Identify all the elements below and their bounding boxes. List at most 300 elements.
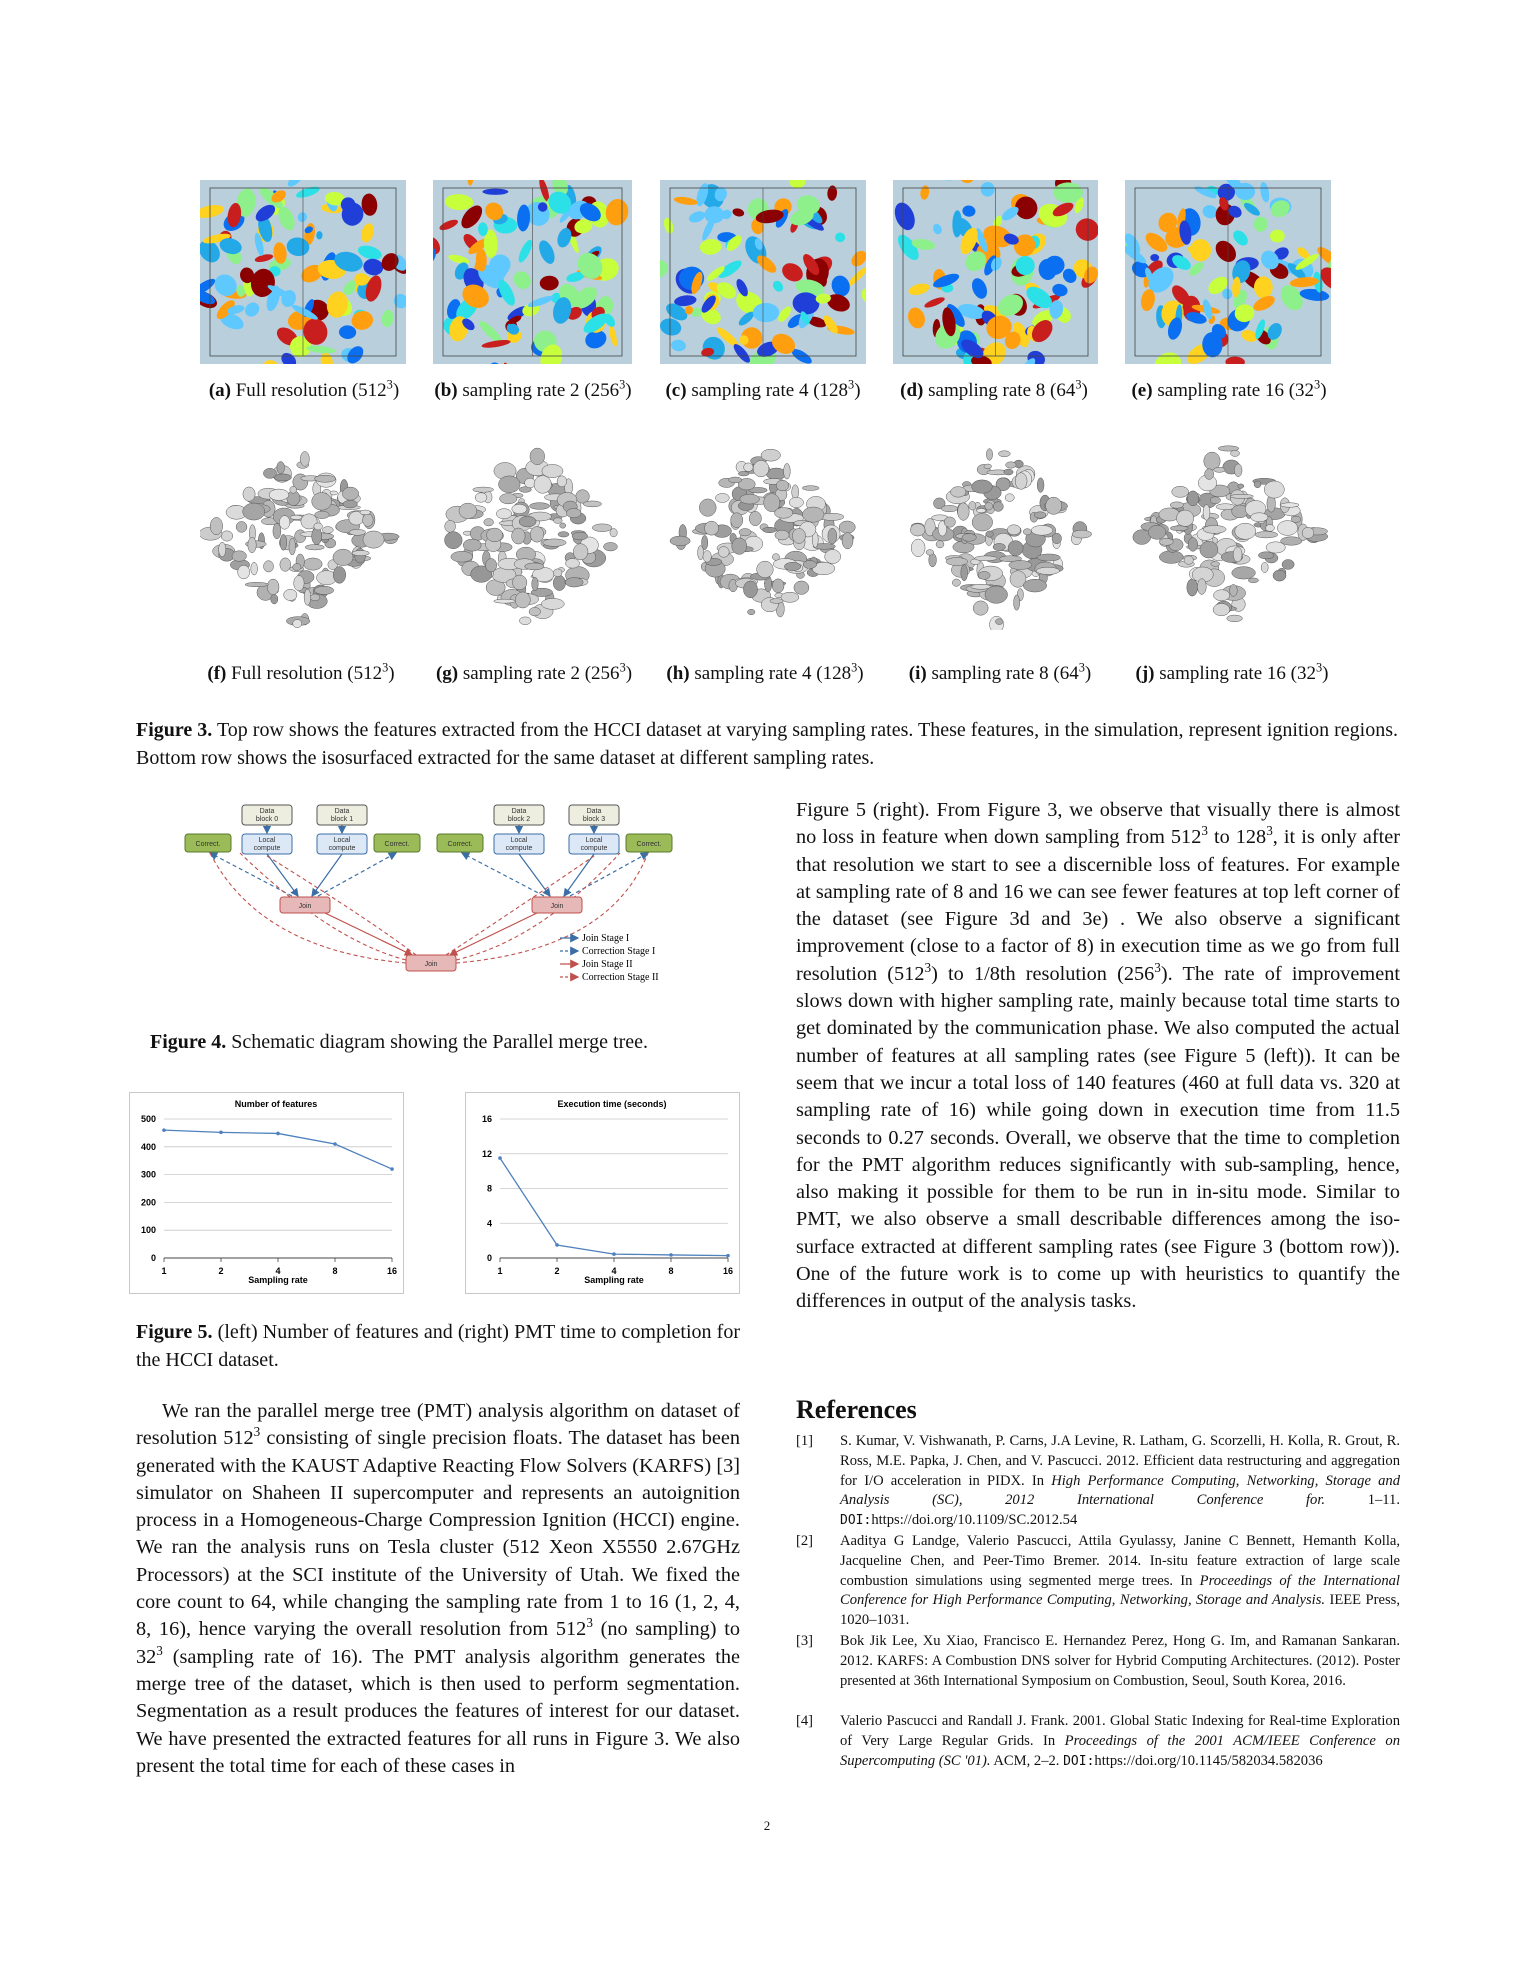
isosurface-blob: [1258, 552, 1274, 559]
data-point: [162, 1128, 166, 1132]
isosurface-blob: [839, 521, 855, 534]
data-point: [498, 1156, 502, 1160]
isosurface-blob: [530, 527, 544, 543]
isosurface-blob: [363, 514, 374, 527]
feature-panel-b: [433, 180, 632, 364]
isosurface-blob: [1255, 531, 1278, 537]
local-compute-0-label: Local: [258, 837, 276, 844]
isosurface-blob: [781, 592, 799, 602]
y-tick-label: 300: [140, 1169, 156, 1180]
isosurface-blob: [772, 579, 784, 593]
edge-join2-r: [450, 913, 537, 955]
isosurface-blob: [789, 497, 803, 507]
isosurface-blob: [267, 579, 279, 595]
isosurface-blob: [731, 513, 743, 528]
x-tick-label: 2: [218, 1266, 224, 1276]
chart-execution-time-svg: [466, 1093, 739, 1293]
data-block-2-label: block 2: [507, 816, 531, 823]
chart-title: Execution time (seconds): [557, 1099, 667, 1109]
isosurface-blob: [757, 561, 774, 578]
isosurface-blob: [236, 521, 247, 532]
isosurface-blob: [310, 594, 320, 601]
isosurface-blob: [1211, 562, 1220, 567]
reference-4-number: [4]: [796, 1713, 814, 1729]
isosurface-blob: [451, 551, 473, 562]
y-tick-label: 0: [150, 1253, 156, 1263]
y-tick-label: 8: [486, 1183, 492, 1194]
isosurface-blob: [776, 480, 788, 491]
isosurface-blob: [1230, 584, 1238, 596]
data-block-0-label: Data: [259, 808, 275, 815]
isosurface-blob: [532, 577, 538, 591]
isosurface-blob: [985, 502, 993, 510]
edge-corr-r0: [462, 853, 544, 896]
isosurface-blob: [995, 619, 1003, 625]
isosurface-blob: [486, 558, 497, 571]
left-column-paragraph: We ran the parallel merge tree (PMT) analysis algorithm on dataset of resolution $512^3$ consisting of single precision floats. The dataset has been generated with the KAUST Adaptive Reacting Flow Solvers (KARFS) [3] simulator on Shaheen II supercomputer and represents an autoignition process in a Homogeneous-Charge Compression Ignition (HCCI) engine. We ran the analysis runs on Tesla cluster (512 Xeon X5550 2.67GHz Processors) at the SCI institute of the University of Utah. We fixed the core count to 64, while changing the sampling rate from 1 to 16 (1, 2, 4, 8, 16), hence varying the overall resolution from $512^3$ (no sampling) to $32^3$ (sampling rate of 16). The PMT analysis algorithm generates the merge tree of the dataset, which is then used to perform segmentation. Segmentation as a result produces the features of interest for our dataset. We have presented the extracted features for all runs in Figure 3. We also present the total time for each of these cases in: [136, 1400, 740, 1777]
isosurface-blob: [543, 539, 566, 546]
figure-3-caption: Figure 3. Top row shows the features extracted from the HCCI dataset at varying sampling rates. These features, in the simulation, represent ignition regions. Bottom row shows the isosurfaced extracted for the same dataset at different sampling rates.: [136, 719, 1398, 769]
isosurface-blob: [1234, 464, 1242, 477]
isosurface-blob: [243, 487, 255, 501]
isosurface-blob: [1197, 579, 1206, 595]
isosurface-blob: [610, 529, 617, 537]
isosurface-blob: [792, 528, 805, 543]
isosurface-blob: [794, 581, 809, 595]
legend-correction-stage-1: Correction Stage I: [582, 946, 656, 957]
isosurface-blob: [728, 477, 741, 483]
isosurface-blob: [753, 460, 769, 476]
isosurface-blob: [293, 619, 302, 627]
isosurface-blob: [772, 554, 779, 561]
isosurface-blob: [534, 476, 551, 494]
isosurface-blob: [499, 476, 521, 493]
subcaption-c: (c) sampling rate 4 $(128^3)$: [665, 377, 861, 401]
isosurface-blob: [1210, 497, 1220, 504]
isosurface-blob: [936, 541, 944, 548]
isosurface-blob: [1213, 603, 1230, 615]
isosurface-blob: [1203, 525, 1226, 533]
isosurface-blob: [1170, 526, 1188, 531]
data-point: [726, 1254, 730, 1258]
data-block-3: [569, 805, 619, 825]
legend-correction-stage-2: Correction Stage II: [582, 972, 659, 983]
isosurface-blob: [293, 563, 301, 570]
subcaption-i: (i) sampling rate 8 $(64^3)$: [908, 660, 1092, 684]
x-tick-label: 2: [554, 1266, 560, 1276]
isosurface-blob: [475, 493, 487, 503]
data-point: [390, 1167, 394, 1171]
isosurface-blob: [330, 491, 337, 495]
data-block-0-label: block 0: [255, 816, 279, 823]
x-tick-label: 1: [497, 1266, 503, 1276]
isosurface-blob: [961, 565, 968, 581]
isosurface-blob: [1170, 502, 1183, 508]
isosurface-blob: [592, 524, 612, 532]
reference-3-number: [3]: [796, 1633, 814, 1649]
isosurface-blob: [1159, 538, 1173, 545]
feature-panel-c: [660, 180, 866, 364]
isosurface-blob: [842, 533, 853, 549]
isosurface-blob: [525, 478, 536, 488]
x-tick-label: 4: [275, 1266, 281, 1276]
isosurface-blob: [975, 556, 997, 561]
isosurface-blob: [761, 449, 781, 461]
isosurface-blob: [512, 575, 526, 590]
local-compute-3-label: compute: [580, 845, 608, 852]
isosurface-blob: [512, 504, 527, 514]
isosurface-blob: [271, 594, 278, 604]
data-block-3-label: block 3: [582, 816, 606, 823]
isosurface-blob: [1291, 516, 1300, 523]
isosurface-blob: [1188, 538, 1197, 552]
isosurface-blob: [1264, 481, 1284, 498]
isosurface-blob: [802, 486, 819, 491]
reference-2: [2] Aaditya G Landge, Valerio Pascucci, Attila Gyulassy, Janine C Bennett, Hemanth Kolla, Jacqueline Chen, and Peer-Timo Bremer. 2014. In-situ feature extraction of large scale combustion simulations using segmented merge trees. In Proceedings of the International Conference for High Performance Computing, Networking, Storage and Analysis. IEEE Press, 1020–1031.: [796, 1533, 1400, 1629]
edge-corr-l0: [210, 853, 292, 896]
isosurface-blob: [1200, 541, 1218, 558]
isosurface-blob: [315, 511, 330, 519]
isosurface-blob: [279, 516, 290, 530]
figure-5-caption: Figure 5. (left) Number of features and (right) PMT time to completion for the HCCI dataset.: [136, 1321, 740, 1371]
isosurface-blob: [743, 581, 757, 598]
reference-3: [3] Bok Jik Lee, Xu Xiao, Francisco E. Hernandez Perez, Hong G. Im, and Ramanan Sankaran. 2012. KARFS: A Combustion DNS solver for Hybrid Computing Architectures. (2012). Poster presented at 36th International Symposium on Combustion, Seoul, South Korea, 2016.: [796, 1633, 1400, 1689]
isosurface-blob: [519, 617, 531, 625]
isosurface-blob: [300, 451, 309, 466]
isosurface-blob: [525, 563, 544, 570]
isosurface-blob: [245, 582, 268, 586]
isosurface-blob: [1031, 525, 1053, 535]
y-tick-label: 500: [140, 1114, 156, 1124]
isosurface-blob: [969, 501, 976, 510]
isosurface-blob: [322, 527, 333, 534]
isosurface-blob: [312, 493, 332, 511]
join-root-label: Join: [424, 961, 438, 968]
isosurface-blob: [512, 528, 526, 544]
isosurface-blob: [303, 558, 322, 570]
isosurface-blob: [496, 509, 511, 519]
isosurface-blob: [715, 493, 729, 502]
x-axis-label: Sampling rate: [248, 1275, 308, 1285]
feature-blob: [1053, 182, 1083, 202]
isosurface-blob: [1214, 467, 1225, 472]
isosurface-blob: [1227, 615, 1243, 622]
isosurface-blob: [583, 501, 601, 507]
isosurface-blob: [1254, 481, 1261, 488]
x-tick-label: 8: [668, 1266, 674, 1276]
isosurface-blob: [699, 499, 716, 516]
local-compute-2-label: compute: [505, 845, 533, 852]
isosurface-blob: [1230, 494, 1253, 498]
isosurface-blob: [1280, 503, 1299, 507]
isosurface-blob: [1004, 469, 1013, 475]
data-point: [219, 1131, 223, 1135]
isosurface-blob: [972, 480, 993, 493]
isosurface-blob: [910, 524, 925, 536]
isosurface-blob: [238, 565, 250, 579]
isosurface-blob: [566, 508, 581, 517]
isosurface-blob: [269, 489, 289, 500]
reference-2-number: [2]: [796, 1533, 814, 1549]
isosurface-blob: [280, 534, 287, 550]
isosurface-blob: [519, 516, 536, 527]
isosurface-blob: [541, 598, 564, 609]
isosurface-blob: [962, 534, 976, 542]
right-column-paragraph: Figure 5 (right). From Figure 3, we observe that visually there is almost no loss in feature when down sampling from $512^3$ to $128^3$, it is only after that resolution we start to see a discernible loss of features. For example at sampling rate of 8 and 16 we can see fewer features at top left corner of the dataset (see Figure 3d and 3e) . We also observe a significant improvement (close to a factor of 8) in execution time as we go from full resolution $(512^3)$ to 1/8th resolution $(256^3)$. The rate of improvement slows down with higher sampling rate, mainly because total time starts to get dominated by the communication phase. We also computed the actual number of features at all sampling rates (see Figure 5 (left)). It can be seem that we incur a total loss of 140 features (460 at full data vs. 320 at sampling rate of 16) while going down in execution time from 11.5 seconds to 0.27 seconds. Overall, we observe that the time to completion for the PMT algorithm reduces significantly with sub-sampling, hence, also making it possible for them to be run in in-situ mode. Similar to PMT, we also observe a small describable differences among the iso-surface extracted at different sampling rates (see Figure 3 (bottom row)). One of the future work is to come up with heuristics to quantify the differences in output of the analysis tasks.: [796, 799, 1400, 1313]
join-right-label: Join: [550, 903, 564, 910]
isosurface-blob: [1302, 527, 1314, 538]
isosurface-blob: [343, 500, 357, 508]
isosurface-blob: [952, 579, 960, 586]
correct-2-label: Correct.: [447, 841, 473, 848]
y-tick-label: 12: [481, 1148, 492, 1159]
isosurface-blob: [1248, 578, 1258, 583]
isosurface-blob: [565, 578, 583, 587]
isosurface-blob: [284, 589, 297, 600]
isosurface-blob: [360, 510, 371, 515]
data-block-2: [494, 805, 544, 825]
isosurface-blob: [739, 528, 751, 535]
isosurface-blob: [603, 542, 617, 551]
isosurface-blob: [763, 527, 777, 533]
isosurface-blob: [1006, 462, 1017, 468]
isosurface-blob: [703, 551, 711, 563]
isosurface-blob: [553, 575, 565, 590]
join-left-label: Join: [298, 903, 312, 910]
subcaption-a: (a) Full resolution $(512^3)$: [208, 377, 400, 401]
isosurface-blob: [553, 569, 562, 577]
isosurface-blob: [1009, 561, 1032, 570]
y-tick-label: 4: [486, 1218, 492, 1229]
isosurface-blob: [445, 532, 463, 549]
isosurface-blob: [557, 476, 567, 487]
isosurface-blob: [314, 523, 323, 530]
feature-panel-d: [893, 180, 1098, 364]
subcaption-e: (e) sampling rate 16 $(32^3)$: [1131, 377, 1327, 401]
isosurface-blob: [274, 474, 292, 481]
isosurface-blob: [986, 449, 992, 461]
isosurface-blob: [978, 571, 990, 579]
edge-join-r1: [564, 854, 594, 896]
isosurface-blob: [263, 468, 276, 478]
isosurface-blob: [1232, 567, 1256, 579]
isosurface-blob: [977, 508, 986, 512]
feature-panel-a: [200, 180, 406, 364]
isosurface-blob: [1261, 562, 1268, 572]
isosurface-blob: [1238, 484, 1244, 489]
isosurface-blob: [1203, 505, 1210, 521]
data-block-3-label: Data: [586, 808, 602, 815]
isosurface-blob: [554, 518, 563, 524]
isosurface-blob: [484, 519, 494, 526]
isosurface-blob: [459, 503, 477, 518]
isosurface-blob: [1205, 469, 1214, 480]
isosurface-blob: [243, 503, 265, 520]
chart-number-of-features: [129, 1092, 404, 1294]
isosurface-blob: [264, 561, 274, 572]
isosurface-blob: [944, 517, 955, 527]
isosurface-blob: [305, 545, 324, 550]
isosurface-blob: [352, 550, 369, 555]
isosurface-blob: [290, 515, 302, 519]
isosurface-blob: [1148, 525, 1166, 539]
isosurface-blob: [670, 536, 690, 546]
isosurface-blob: [1014, 595, 1020, 610]
isosurface-blob: [1008, 541, 1023, 556]
isosurface-blob: [825, 550, 841, 564]
reference-1: [1] S. Kumar, V. Vishwanath, P. Carns, J.A Levine, R. Latham, G. Scorzelli, H. Kolla, R. Grout, R. Ross, M.E. Papka, J. Chen, and V. Pascucci. 2012. Efficient data restructuring and aggregation for I/O acceleration in PIDX. In High Performance Computing, Networking, Storage and Analysis (SC), 2012 International Conference for. 1–11. DOI:https://doi.org/10.1109/SC.2012.54: [796, 1433, 1400, 1529]
isosurface-blob: [784, 562, 800, 570]
diagram-legend: [560, 933, 659, 983]
isosurface-blob: [294, 575, 304, 590]
isosurface-blob: [828, 528, 837, 544]
isosurface-blob: [487, 528, 503, 542]
join-root: [406, 955, 456, 971]
feature-blob: [704, 206, 724, 223]
correct-0-label: Correct.: [195, 841, 221, 848]
data-point: [555, 1243, 559, 1247]
figure-4-caption: Figure 4. Schematic diagram showing the Parallel merge tree.: [150, 1031, 649, 1053]
series-line: [164, 1130, 392, 1169]
isosurface-blob: [1052, 533, 1061, 544]
local-compute-3: [569, 834, 619, 854]
reference-4: [4] Valerio Pascucci and Randall J. Frank. 2001. Global Static Indexing for Real-time Exploration of Very Large Regular Grids. In Proceedings of the 2001 ACM/IEEE Conference on Supercomputing (SC '01). ACM, 2–2. DOI:https://doi.org/10.1145/582034.582036: [796, 1713, 1400, 1769]
references-heading: References: [796, 1395, 917, 1424]
isosurface-panel-f: [200, 440, 400, 630]
reference-1-number: [1]: [796, 1433, 814, 1449]
isosurface-blob: [740, 494, 760, 504]
y-tick-label: 100: [140, 1225, 156, 1236]
edge-join-l0: [267, 854, 298, 896]
correct-3-label: Correct.: [636, 841, 662, 848]
isosurface-blob: [232, 551, 247, 562]
feature-blob: [482, 189, 508, 195]
series-line: [500, 1158, 728, 1256]
isosurface-blob: [1036, 567, 1059, 574]
isosurface-blob: [529, 503, 549, 510]
subcaption-g: (g) sampling rate 2 $(256^3)$: [435, 660, 633, 684]
isosurface-blob: [1037, 478, 1044, 493]
isosurface-blob: [251, 562, 258, 575]
edge-corr-r1: [570, 853, 648, 896]
isosurface-blob: [732, 538, 747, 555]
isosurface-blob: [702, 535, 708, 549]
edge-join-l1: [312, 854, 342, 896]
isosurface-blob: [280, 558, 291, 572]
isosurface-blob: [1023, 529, 1031, 535]
isosurface-blob: [1277, 521, 1297, 536]
isosurface-blob: [248, 537, 256, 553]
isosurface-blob: [515, 592, 530, 608]
isosurface-blob: [277, 461, 285, 473]
isosurface-blob: [445, 520, 456, 532]
isosurface-blob: [304, 589, 311, 605]
reference-1-doi-link[interactable]: https://doi.org/10.1109/SC.2012.54: [871, 1512, 1078, 1529]
data-block-1: [317, 805, 367, 825]
isosurface-blob: [951, 487, 967, 498]
data-point: [612, 1252, 616, 1256]
join-left: [280, 897, 330, 913]
legend-join-stage-1: Join Stage I: [582, 933, 630, 944]
correct-3: [626, 834, 672, 852]
correct-1: [374, 834, 420, 852]
isosurface-blob: [941, 505, 957, 511]
isosurface-blob: [803, 560, 817, 568]
isosurface-blob: [946, 558, 968, 566]
isosurface-blob: [221, 531, 233, 541]
isosurface-blob: [1005, 494, 1014, 502]
isosurface-blob: [1034, 512, 1046, 518]
isosurface-blob: [729, 579, 738, 591]
isosurface-blob: [744, 463, 753, 472]
page-number: 2: [763, 1818, 771, 1833]
isosurface-blob: [349, 529, 365, 535]
reference-4-doi-link[interactable]: https://doi.org/10.1145/582034.582036: [1094, 1752, 1323, 1769]
isosurface-blob: [973, 601, 988, 615]
feature-blob: [753, 303, 779, 322]
x-tick-label: 8: [332, 1266, 338, 1276]
isosurface-blob: [1176, 510, 1193, 526]
feature-panel-e: [1125, 180, 1331, 364]
edge-join2-l: [325, 913, 412, 955]
x-axis-label: Sampling rate: [584, 1275, 644, 1285]
correct-2: [437, 834, 483, 852]
isosurface-blob: [1172, 486, 1189, 497]
isosurface-blob: [1023, 579, 1046, 592]
isosurface-blob: [290, 486, 297, 493]
isosurface-blob: [1187, 491, 1199, 506]
isosurface-blob: [986, 531, 994, 537]
edge-join-r0: [519, 854, 550, 896]
local-compute-0: [242, 834, 292, 854]
isosurface-blob: [1251, 513, 1268, 522]
isosurface-blob: [993, 543, 1005, 550]
chart-title: Number of features: [234, 1099, 318, 1109]
local-compute-1-label: Local: [333, 837, 351, 844]
isosurface-blob: [764, 494, 780, 512]
isosurface-blob: [775, 530, 789, 540]
isosurface-blob: [972, 513, 992, 531]
isosurface-blob: [998, 451, 1010, 457]
data-block-0: [242, 805, 292, 825]
subcaption-f: (f) Full resolution $(512^3)$: [207, 660, 395, 684]
local-compute-2-label: Local: [510, 837, 528, 844]
subcaption-d: (d) sampling rate 8 $(64^3)$: [900, 377, 1088, 401]
isosurface-blob: [770, 599, 783, 604]
isosurface-blob: [1187, 579, 1198, 596]
isosurface-blob: [463, 539, 481, 551]
data-block-1-label: block 1: [330, 816, 354, 823]
data-block-2-label: Data: [511, 808, 527, 815]
isosurface-blob: [718, 547, 729, 558]
legend-join-stage-2: Join Stage II: [582, 959, 633, 970]
isosurface-blob: [784, 463, 791, 479]
isosurface-panel-h: [665, 440, 865, 630]
subcaption-b: (b) sampling rate 2 $(256^3)$: [434, 377, 632, 401]
isosurface-blob: [542, 464, 563, 477]
local-compute-1: [317, 834, 367, 854]
isosurface-panel-g: [430, 440, 630, 630]
isosurface-blob: [312, 528, 322, 545]
local-compute-1-label: compute: [328, 845, 356, 852]
isosurface-blob: [1046, 497, 1062, 514]
feature-blob: [1150, 254, 1159, 261]
isosurface-blob: [1015, 473, 1027, 490]
isosurface-blob: [573, 544, 588, 560]
x-tick-label: 16: [722, 1266, 734, 1276]
isosurface-blob: [494, 599, 515, 603]
subcaption-h: (h) sampling rate 4 $(128^3)$: [666, 660, 864, 684]
